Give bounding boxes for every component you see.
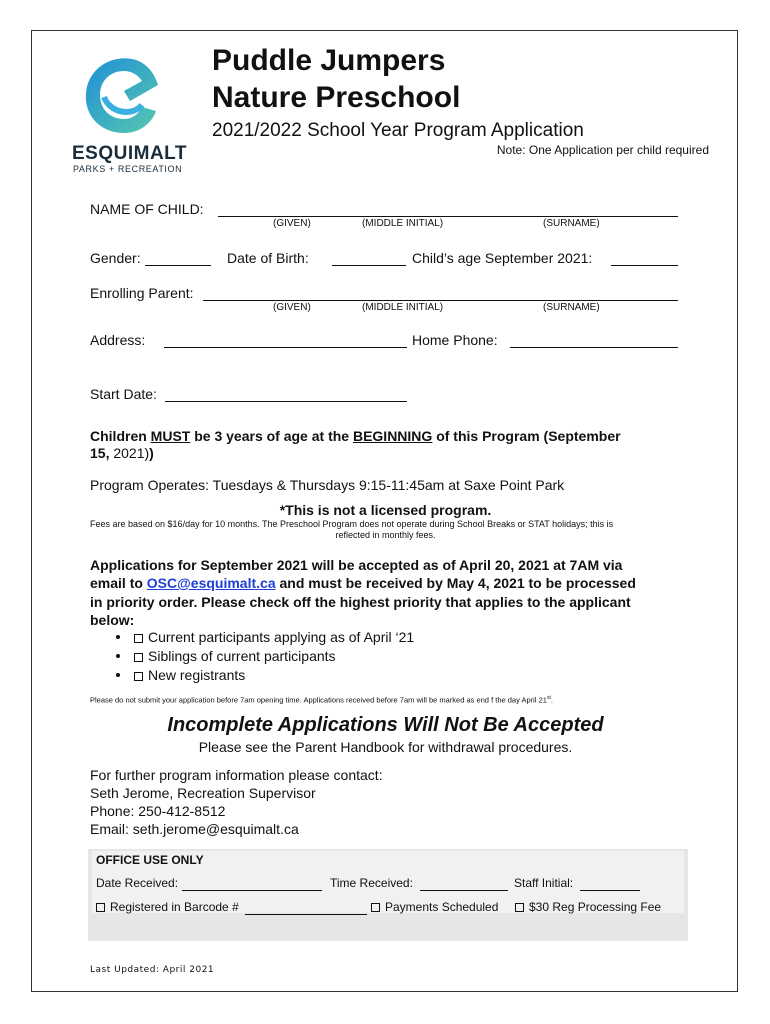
parent-middle-caption: (MIDDLE INITIAL) xyxy=(362,302,444,313)
bullet-icon xyxy=(116,635,120,639)
gender-label: Gender: xyxy=(90,250,141,266)
submission-disclaimer: Please do not submit your application before 7am opening time. Applications received before 7am will be marked as end f the day April 21st. xyxy=(90,695,553,705)
must-emphasis: MUST xyxy=(150,428,191,444)
age-requirement-line-1: Children MUST be 3 years of age at the BEGINNING of this Program (September xyxy=(90,428,621,444)
applications-line-2: email to OSC@esquimalt.ca and must be received by May 4, 2021 to be processed xyxy=(90,575,636,591)
start-date-field[interactable] xyxy=(165,387,407,402)
osc-email-link[interactable]: OSC@esquimalt.ca xyxy=(146,575,276,591)
application-page xyxy=(31,30,738,992)
registered-barcode-option[interactable]: Registered in Barcode # xyxy=(96,900,239,914)
handbook-note: Please see the Parent Handbook for withdrawal procedures. xyxy=(198,739,573,755)
child-age-field[interactable] xyxy=(611,251,678,266)
child-age-label: Child’s age September 2021: xyxy=(412,250,593,266)
payments-scheduled-option[interactable]: Payments Scheduled xyxy=(371,900,498,914)
not-licensed-notice: *This is not a licensed program. xyxy=(279,502,492,518)
date-received-label: Date Received: xyxy=(96,876,179,890)
priority-option-1[interactable]: Current participants applying as of April ‘21 xyxy=(116,629,414,645)
staff-initial-label: Staff Initial: xyxy=(514,876,574,890)
program-operates: Program Operates: Tuesdays & Thursdays 9:15-11:45am at Saxe Point Park xyxy=(90,477,565,493)
fees-line-1: Fees are based on $16/day for 10 months. The Preschool Program does not operate during School Breaks or STAT holidays; this is xyxy=(90,519,614,529)
reg-fee-option[interactable]: $30 Reg Processing Fee xyxy=(515,900,661,914)
application-note: Note: One Application per child required xyxy=(496,143,709,157)
checkbox-icon[interactable] xyxy=(134,634,143,643)
checkbox-icon[interactable] xyxy=(515,903,524,912)
beginning-emphasis: BEGINNING xyxy=(352,428,433,444)
child-name-label: NAME OF CHILD: xyxy=(90,201,204,217)
checkbox-icon[interactable] xyxy=(96,903,105,912)
logo-name: ESQUIMALT xyxy=(72,143,187,164)
contact-email: Email: seth.jerome@esquimalt.ca xyxy=(90,821,299,837)
staff-initial-field[interactable] xyxy=(580,877,640,891)
priority-option-3[interactable]: New registrants xyxy=(116,667,245,683)
contact-phone: Phone: 250-412-8512 xyxy=(90,803,226,819)
page-subtitle: 2021/2022 School Year Program Application xyxy=(212,120,584,141)
checkbox-icon[interactable] xyxy=(371,903,380,912)
priority-option-2[interactable]: Siblings of current participants xyxy=(116,648,336,664)
incomplete-heading: Incomplete Applications Will Not Be Accepted xyxy=(167,714,604,736)
home-phone-label: Home Phone: xyxy=(412,332,498,348)
office-use-box xyxy=(88,849,688,941)
applications-line-4: below: xyxy=(90,612,135,628)
checkbox-icon[interactable] xyxy=(134,672,143,681)
parent-label: Enrolling Parent: xyxy=(90,285,194,301)
parent-name-field[interactable] xyxy=(203,286,678,301)
parent-surname-caption: (SURNAME) xyxy=(543,302,600,313)
title-line-2: Nature Preschool xyxy=(212,81,461,114)
age-requirement-line-2: 15, 2021)) xyxy=(90,445,154,461)
last-updated: Last Updated: April 2021 xyxy=(90,965,215,975)
date-received-field[interactable] xyxy=(182,877,322,891)
parent-given-caption: (GIVEN) xyxy=(273,302,311,313)
barcode-field[interactable] xyxy=(245,901,367,915)
esquimalt-logo xyxy=(80,51,162,137)
start-date-label: Start Date: xyxy=(90,386,157,402)
title-line-1: Puddle Jumpers xyxy=(212,44,446,77)
checkbox-icon[interactable] xyxy=(134,653,143,662)
bullet-icon xyxy=(116,654,120,658)
dob-field[interactable] xyxy=(332,251,406,266)
bullet-icon xyxy=(116,673,120,677)
time-received-label: Time Received: xyxy=(330,876,413,890)
applications-line-3: in priority order. Please check off the highest priority that applies to the applicant xyxy=(90,594,631,610)
address-label: Address: xyxy=(90,332,146,348)
further-info-intro: For further program information please contact: xyxy=(90,767,383,783)
logo-e-icon xyxy=(80,51,162,137)
child-surname-caption: (SURNAME) xyxy=(543,218,600,229)
fees-line-2: reflected in monthly fees. xyxy=(335,530,436,540)
home-phone-field[interactable] xyxy=(510,333,678,348)
contact-name: Seth Jerome, Recreation Supervisor xyxy=(90,785,316,801)
time-received-field[interactable] xyxy=(420,877,508,891)
dob-label: Date of Birth: xyxy=(227,250,309,266)
office-use-heading: OFFICE USE ONLY xyxy=(96,853,204,867)
applications-line-1: Applications for September 2021 will be accepted as of April 20, 2021 at 7AM via xyxy=(90,557,623,573)
logo-subtitle: PARKS + RECREATION xyxy=(73,164,183,174)
child-given-caption: (GIVEN) xyxy=(273,218,311,229)
child-middle-caption: (MIDDLE INITIAL) xyxy=(362,218,444,229)
address-field[interactable] xyxy=(164,333,407,348)
child-name-field[interactable] xyxy=(218,202,678,217)
gender-field[interactable] xyxy=(145,251,211,266)
